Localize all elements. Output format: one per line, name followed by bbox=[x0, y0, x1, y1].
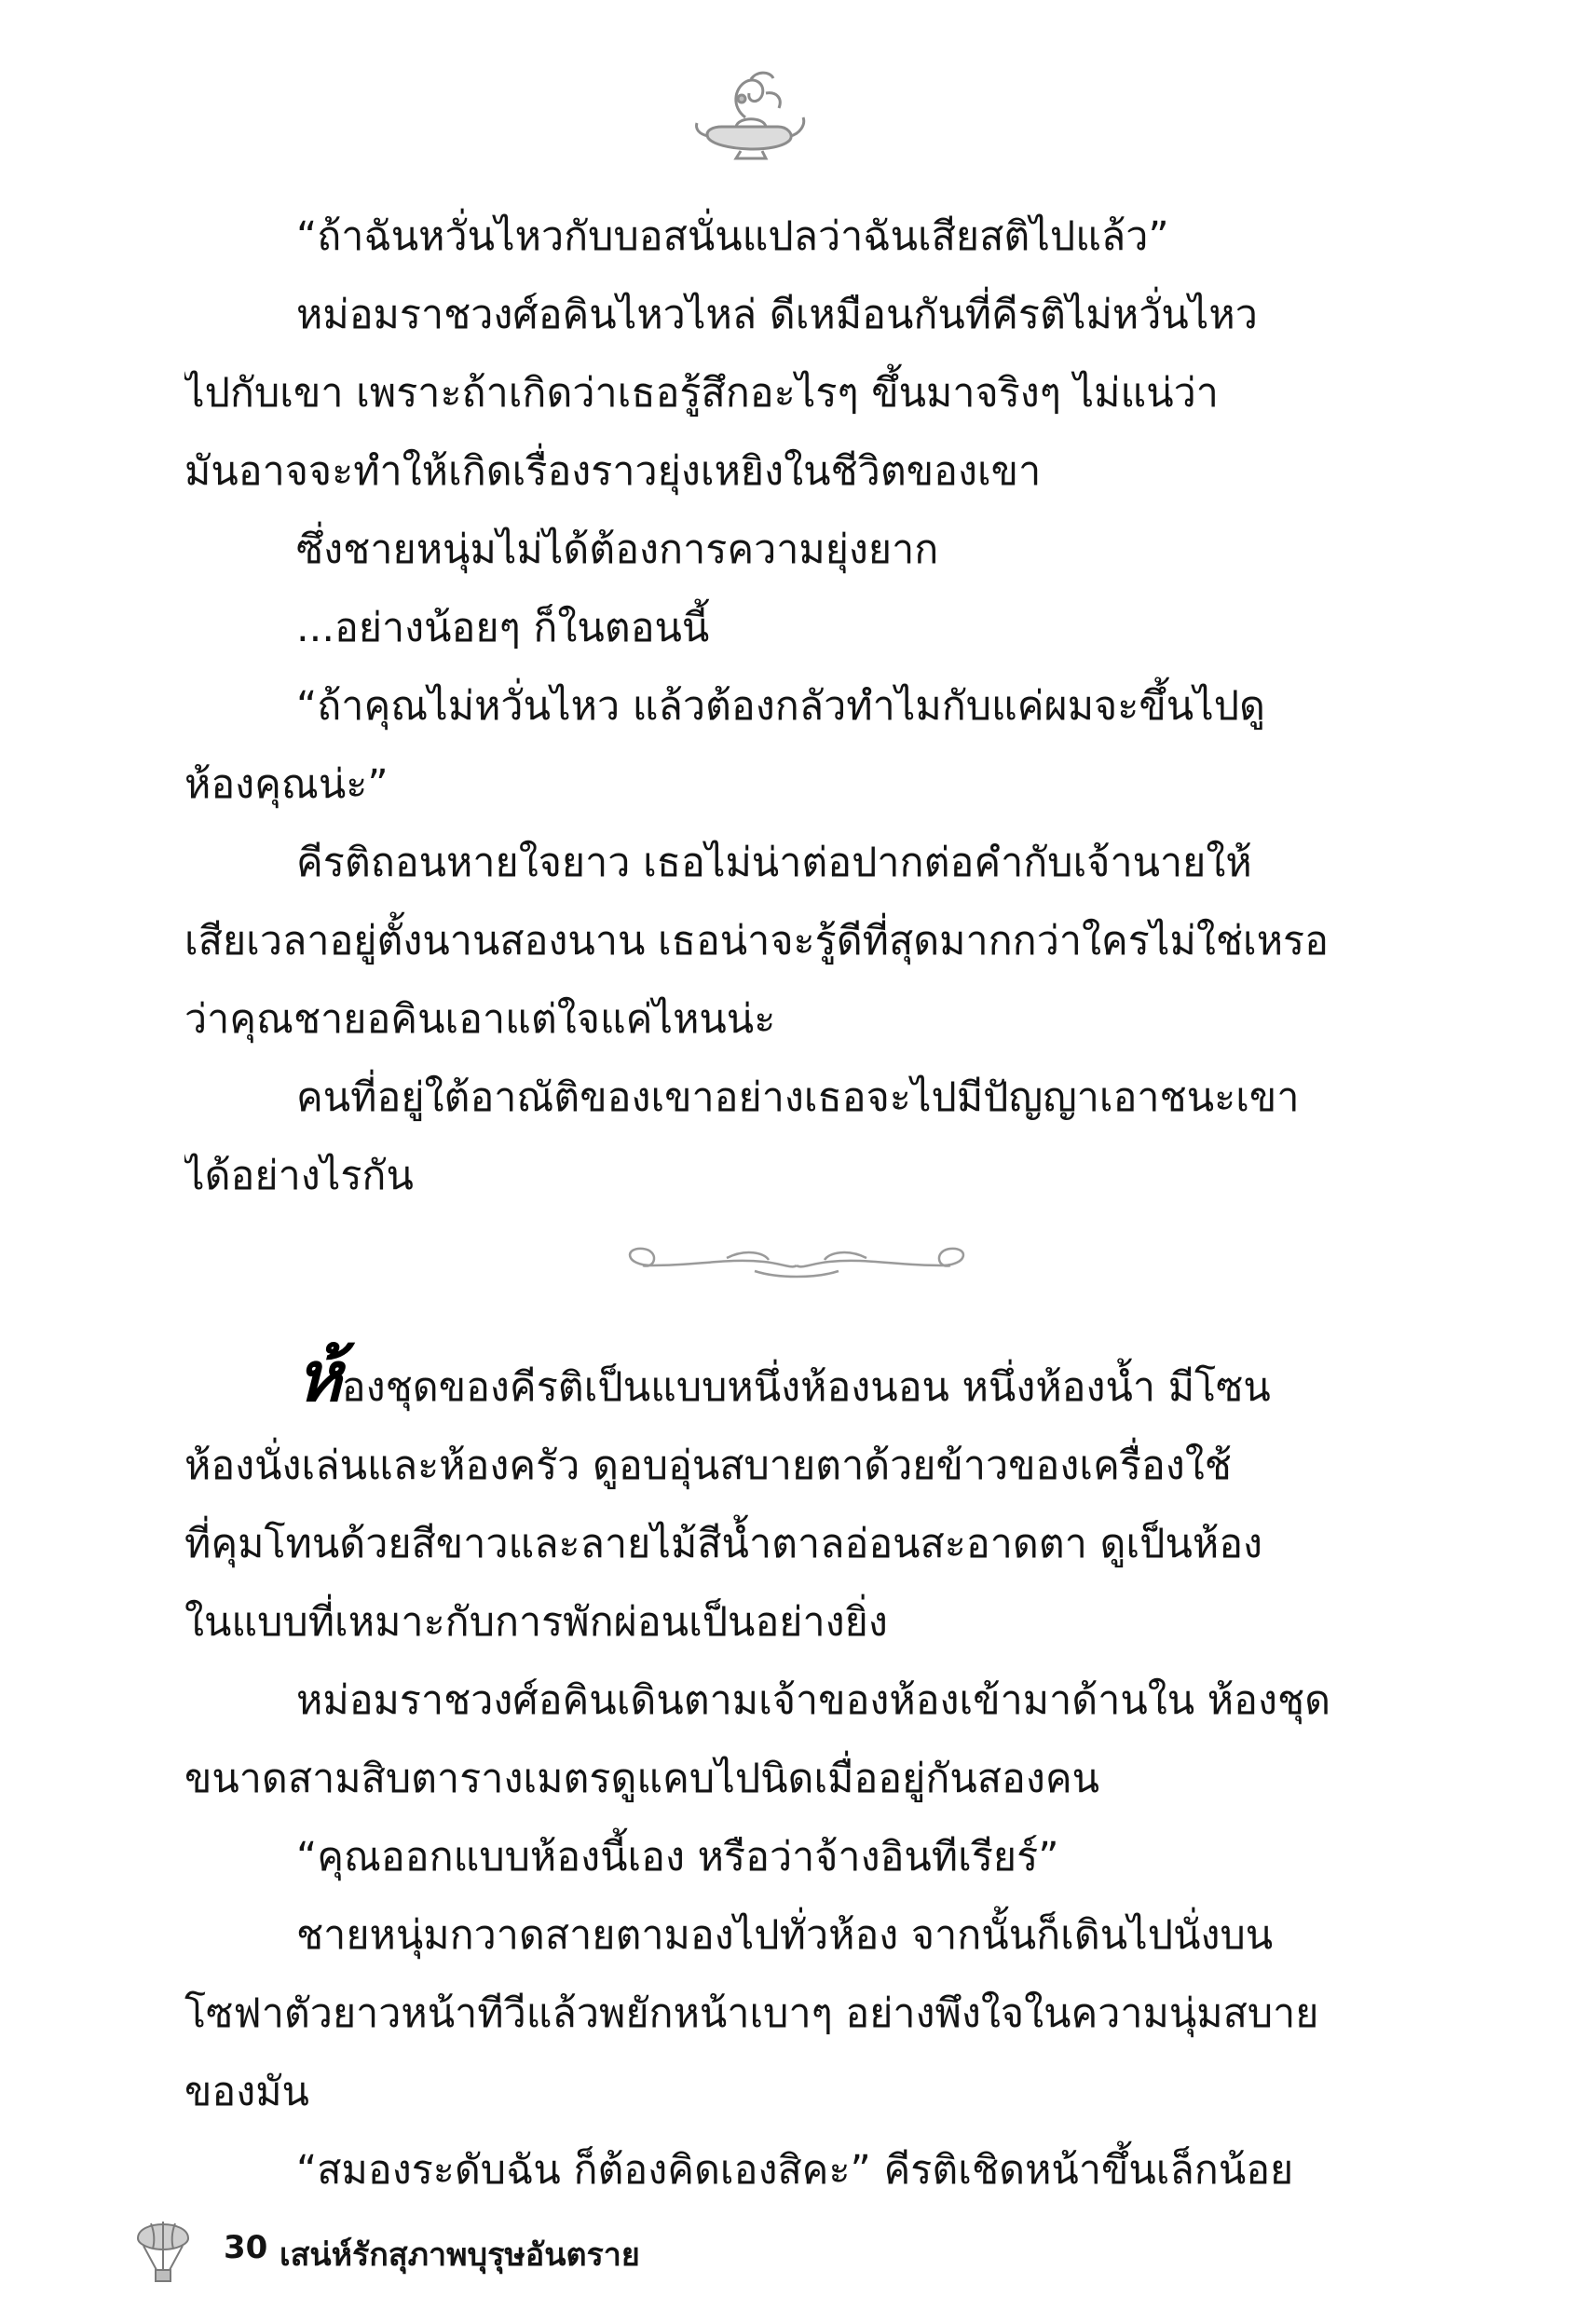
section-2-text bbox=[184, 1338, 1330, 2209]
paragraph-line: ชายหนุ่มกวาดสายตามองไปทั่วห้อง จากนั้นก็เดินไปนั่งบน bbox=[296, 1912, 1274, 1959]
paragraph-line: หม่อมราชวงศ์อคินไหวไหล่ ดีเหมือนกันที่คีรติไม่หวั่นไหว bbox=[296, 292, 1258, 338]
paragraph-line: คีรติถอนหายใจยาว เธอไม่น่าต่อปากต่อคำกับเจ้านายให้ bbox=[296, 840, 1252, 886]
first-line-text: องชุดของคีรติเป็นแบบหนึ่งห้องนอน หนึ่งห้องน้ำ มีโซน bbox=[341, 1364, 1271, 1411]
paragraph-line: คนที่อยู่ใต้อาณัติของเขาอย่างเธอจะไปมีปัญญาเอาชนะเขา bbox=[296, 1074, 1300, 1121]
paragraph-line: มันอาจจะทำให้เกิดเรื่องราวยุ่งเหยิงในชีวิตของเขา bbox=[184, 448, 1042, 495]
paragraph-line: ...อย่างน้อยๆ ก็ในตอนนี้ bbox=[296, 605, 710, 651]
paragraph-line: ได้อย่างไรกัน bbox=[184, 1153, 414, 1199]
paragraph-line: “คุณออกแบบห้องนี้เอง หรือว่าจ้างอินทีเรียร์” bbox=[296, 1834, 1059, 1880]
paragraph-line bbox=[184, 1338, 1330, 1427]
paragraph-line: ห้องคุณน่ะ” bbox=[184, 761, 389, 808]
paragraph-line: โซฟาตัวยาวหน้าทีวีแล้วพยักหน้าเบาๆ อย่างพึงใจในความนุ่มสบาย bbox=[184, 1990, 1319, 2037]
paragraph-line: ไปกับเขา เพราะถ้าเกิดว่าเธอรู้สึกอะไรๆ ขึ้นมาจริงๆ ไม่แน่ว่า bbox=[184, 370, 1219, 417]
drop-cap: ห้ bbox=[296, 1338, 342, 1417]
hot-air-balloon-icon bbox=[130, 2210, 196, 2285]
page-footer bbox=[130, 2210, 876, 2285]
paragraph-line: หม่อมราชวงศ์อคินเดินตามเจ้าของห้องเข้ามาด้านใน ห้องชุด bbox=[296, 1677, 1330, 1724]
genie-lamp-icon bbox=[689, 65, 811, 163]
paragraph-line: ขนาดสามสิบตารางเมตรดูแคบไปนิดเมื่ออยู่กันสองคน bbox=[184, 1756, 1099, 1802]
paragraph-line: “สมองระดับฉัน ก็ต้องคิดเองสิคะ” คีรติเชิดหน้าขึ้นเล็กน้อย bbox=[296, 2147, 1294, 2194]
running-title: เสน่ห์รักสุภาพบุรุษอันตราย bbox=[280, 2236, 640, 2274]
paragraph-line: ห้องนั่งเล่นและห้องครัว ดูอบอุ่นสบายตาด้วยข้าวของเครื่องใช้ bbox=[184, 1443, 1232, 1489]
paragraph-line: ที่คุมโทนด้วยสีขาวและลายไม้สีน้ำตาลอ่อนสะอาดตา ดูเป็นห้อง bbox=[184, 1521, 1263, 1567]
ornamental-flourish-icon bbox=[615, 1238, 978, 1293]
section-1-text bbox=[184, 198, 1330, 1215]
page-number: 30 bbox=[224, 2229, 268, 2266]
paragraph-line: “ถ้าคุณไม่หวั่นไหว แล้วต้องกลัวทำไมกับแค่ผมจะขึ้นไปดู bbox=[296, 683, 1265, 730]
paragraph-line: ของมัน bbox=[184, 2069, 309, 2115]
paragraph-line: “ถ้าฉันหวั่นไหวกับบอสนั่นแปลว่าฉันเสียสติไปแล้ว” bbox=[296, 213, 1169, 260]
paragraph-line: เสียเวลาอยู่ตั้งนานสองนาน เธอน่าจะรู้ดีที่สุดมากกว่าใครไม่ใช่เหรอ bbox=[184, 918, 1329, 964]
paragraph-line: ในแบบที่เหมาะกับการพักผ่อนเป็นอย่างยิ่ง bbox=[184, 1599, 888, 1646]
paragraph-line: ว่าคุณชายอคินเอาแต่ใจแค่ไหนน่ะ bbox=[184, 996, 776, 1043]
paragraph-line: ซึ่งชายหนุ่มไม่ได้ต้องการความยุ่งยาก bbox=[296, 526, 939, 573]
